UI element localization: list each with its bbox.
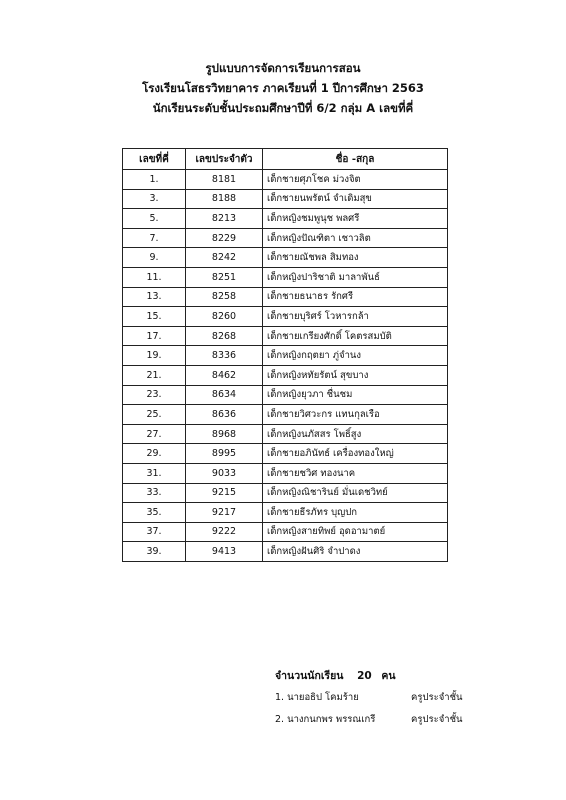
table-row <box>123 463 448 483</box>
table-row <box>123 287 448 307</box>
column-header-name: ชื่อ -สกุล <box>263 149 448 170</box>
student-name-cell: เด็กชายเกรียงศักดิ์ โคตรสมบัติ <box>263 326 448 346</box>
student-id-cell: 8336 <box>186 346 263 366</box>
student-id-cell: 8260 <box>186 307 263 327</box>
student-id-cell: 8229 <box>186 228 263 248</box>
table-row <box>123 542 448 562</box>
student-number-cell: 25. <box>123 405 186 425</box>
student-id-cell: 8258 <box>186 287 263 307</box>
table-row <box>123 326 448 346</box>
student-name-cell: เด็กชายธีรภัทร บุญปก <box>263 503 448 523</box>
student-id-cell: 9217 <box>186 503 263 523</box>
table-row <box>123 228 448 248</box>
student-name-cell: เด็กชายวิศวะกร แทนกุลเรือ <box>263 405 448 425</box>
table-row <box>123 483 448 503</box>
student-id-cell: 8242 <box>186 248 263 268</box>
student-number-cell: 35. <box>123 503 186 523</box>
student-number-cell: 3. <box>123 189 186 209</box>
student-number-cell: 29. <box>123 444 186 464</box>
student-number-cell: 27. <box>123 424 186 444</box>
student-name-cell: เด็กชายศุภโชค ม่วงจิต <box>263 170 448 190</box>
table-body <box>123 170 448 562</box>
student-id-cell: 9033 <box>186 463 263 483</box>
student-number-cell: 37. <box>123 522 186 542</box>
column-header-student-id: เลขประจำตัว <box>186 149 263 170</box>
student-name-cell: เด็กหญิงฝันศิริ จำปาดง <box>263 542 448 562</box>
student-number-cell: 33. <box>123 483 186 503</box>
student-name-cell: เด็กหญิงสายทิพย์ อุดอามาตย์ <box>263 522 448 542</box>
student-name-cell: เด็กหญิงปัณฑิตา เชาวลิต <box>263 228 448 248</box>
class-group-line: นักเรียนระดับชั้นประถมศึกษาปีที่ 6/2 กลุ่ม A เลขที่คี่ <box>152 101 414 115</box>
table-row <box>123 267 448 287</box>
student-id-cell: 8995 <box>186 444 263 464</box>
student-number-cell: 21. <box>123 365 186 385</box>
table-row <box>123 346 448 366</box>
student-name-cell: เด็กหญิงยุวภา ชื่นชม <box>263 385 448 405</box>
table-row <box>123 522 448 542</box>
student-id-cell: 8634 <box>186 385 263 405</box>
student-id-cell: 8462 <box>186 365 263 385</box>
table-row <box>123 385 448 405</box>
student-number-cell: 13. <box>123 287 186 307</box>
student-number-cell: 39. <box>123 542 186 562</box>
teacher-role: ครูประจำชั้น <box>411 714 463 725</box>
teacher-name: 2. นางกนกพร พรรณเกรี <box>275 714 376 725</box>
student-id-cell: 8213 <box>186 209 263 229</box>
summary-unit: คน <box>381 670 396 682</box>
student-number-cell: 17. <box>123 326 186 346</box>
document-title: รูปแบบการจัดการเรียนการสอน <box>205 61 361 75</box>
table-row <box>123 365 448 385</box>
table-row <box>123 307 448 327</box>
summary-count: 20 <box>357 670 372 682</box>
document-header <box>0 58 566 118</box>
teacher-row <box>275 709 495 731</box>
student-number-cell: 1. <box>123 170 186 190</box>
student-name-cell: เด็กชายธนาธร รักศรี <box>263 287 448 307</box>
student-name-cell: เด็กชายอภินัทธ์ เครื่องทองใหญ่ <box>263 444 448 464</box>
student-id-cell: 8251 <box>186 267 263 287</box>
student-number-cell: 15. <box>123 307 186 327</box>
student-number-cell: 19. <box>123 346 186 366</box>
student-id-cell: 9413 <box>186 542 263 562</box>
student-number-cell: 23. <box>123 385 186 405</box>
student-name-cell: เด็กชายบุริศร์ โวหารกล้า <box>263 307 448 327</box>
student-number-cell: 7. <box>123 228 186 248</box>
student-number-cell: 31. <box>123 463 186 483</box>
student-roster-table <box>122 148 448 562</box>
table-row <box>123 405 448 425</box>
table-row <box>123 209 448 229</box>
student-name-cell: เด็กหญิงหทัยรัตน์ สุขบาง <box>263 365 448 385</box>
student-id-cell: 8636 <box>186 405 263 425</box>
student-count-summary <box>275 667 396 684</box>
student-id-cell: 9222 <box>186 522 263 542</box>
student-name-cell: เด็กชายนพรัตน์ จำเดิมสุข <box>263 189 448 209</box>
student-id-cell: 8188 <box>186 189 263 209</box>
student-name-cell: เด็กหญิงชมพูนุช พลศรี <box>263 209 448 229</box>
student-id-cell: 9215 <box>186 483 263 503</box>
student-number-cell: 11. <box>123 267 186 287</box>
student-name-cell: เด็กหญิงกฤตยา ภู่จำนง <box>263 346 448 366</box>
column-header-number: เลขที่คี่ <box>123 149 186 170</box>
student-number-cell: 5. <box>123 209 186 229</box>
teacher-name: 1. นายอธิป โคมร้าย <box>275 692 359 703</box>
table-row <box>123 444 448 464</box>
summary-label: จำนวนนักเรียน <box>275 670 344 682</box>
student-number-cell: 9. <box>123 248 186 268</box>
teacher-role: ครูประจำชั้น <box>411 692 463 703</box>
student-id-cell: 8268 <box>186 326 263 346</box>
table-header-row <box>123 149 448 170</box>
teacher-row <box>275 687 495 709</box>
student-id-cell: 8968 <box>186 424 263 444</box>
table-row <box>123 424 448 444</box>
student-name-cell: เด็กหญิงปาริชาติ มาลาพันธ์ <box>263 267 448 287</box>
table-row <box>123 189 448 209</box>
student-name-cell: เด็กชายชวิศ ทองนาค <box>263 463 448 483</box>
table-row <box>123 503 448 523</box>
student-name-cell: เด็กชายณัชพล สิมทอง <box>263 248 448 268</box>
homeroom-teachers <box>275 687 495 731</box>
student-id-cell: 8181 <box>186 170 263 190</box>
student-name-cell: เด็กหญิงนภัสสร โพธิ์สูง <box>263 424 448 444</box>
school-term-line: โรงเรียนโสธรวิทยาคาร ภาคเรียนที่ 1 ปีการศึกษา 2563 <box>142 81 424 95</box>
table-row <box>123 248 448 268</box>
table-row <box>123 170 448 190</box>
student-name-cell: เด็กหญิงณิชารินย์ มั่นเดชวิทย์ <box>263 483 448 503</box>
